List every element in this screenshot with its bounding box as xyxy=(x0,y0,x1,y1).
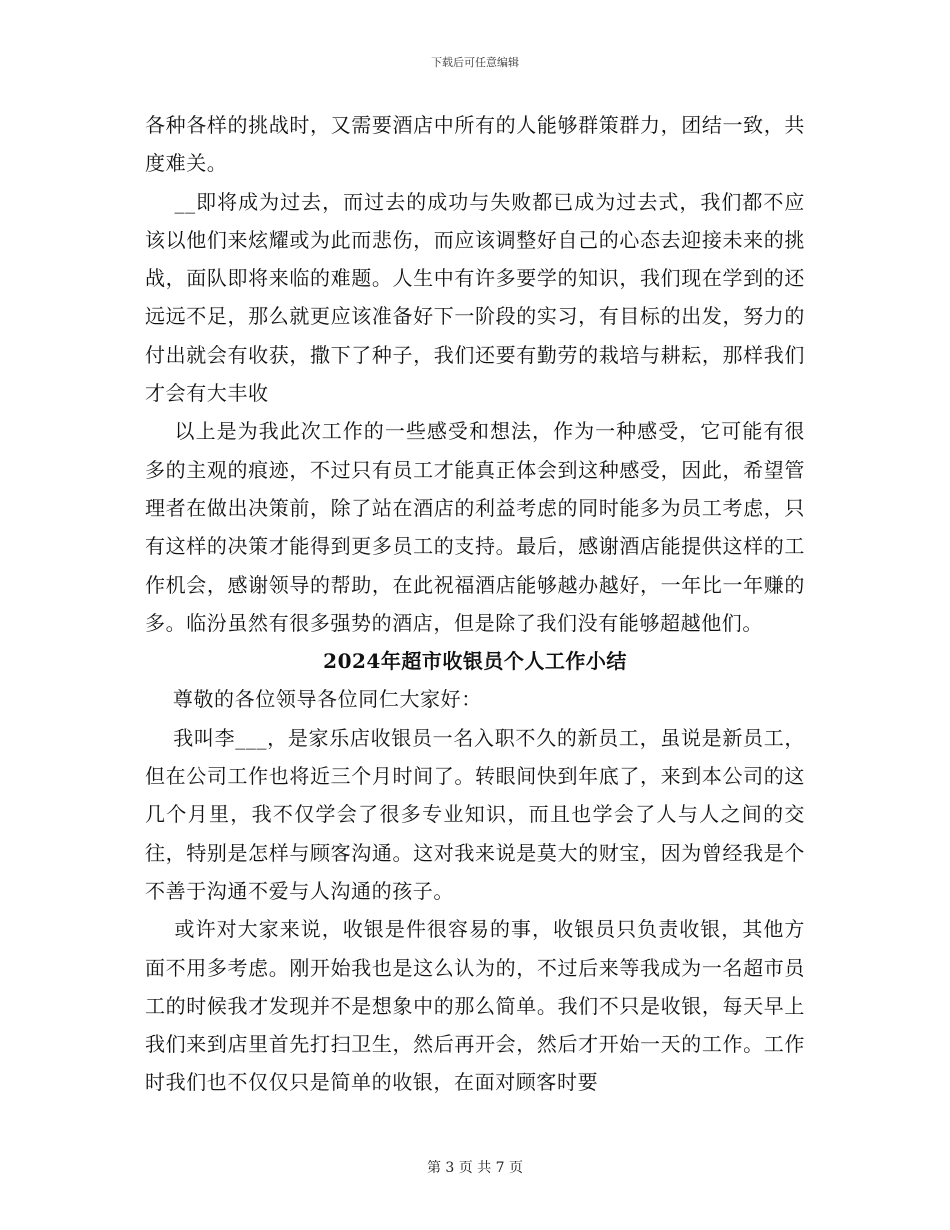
page-number: 第 3 页 共 7 页 xyxy=(426,1160,524,1176)
document-body xyxy=(145,106,805,1102)
paragraph: 以上是为我此次工作的一些感受和想法，作为一种感受，它可能有很多的主观的痕迹，不过只有员工才能真正体会到这种感受，因此，希望管理者在做出决策前，除了站在酒店的利益考虑的同时能多为员工考虑，只有这样的决策才能得到更多员工的支持。最后，感谢酒店能提供这样的工作机会，感谢领导的帮助，在此祝福酒店能够越办越好，一年比一年赚的多。临汾虽然有很多强势的酒店，但是除了我们没有能够超越他们。 xyxy=(145,419,805,635)
header-note: 下载后可任意编辑 xyxy=(431,56,519,69)
section-title: 2024年超市收银员个人工作小结 xyxy=(323,649,627,674)
paragraph: 我叫李___，是家乐店收银员一名入职不久的新员工，虽说是新员工，但在公司工作也将近三个月时间了。转眼间快到年底了，来到本公司的这几个月里，我不仅学会了很多专业知识，而且也学会了人与人之间的交往，特别是怎样与顾客沟通。这对我来说是莫大的财宝，因为曾经我是个不善于沟通不爱与人沟通的孩子。 xyxy=(145,725,805,903)
paragraph: 各种各样的挑战时，又需要酒店中所有的人能够群策群力，团结一致，共度难关。 xyxy=(145,113,805,176)
paragraph: 尊敬的各位领导各位同仁大家好： xyxy=(145,687,482,712)
paragraph: 或许对大家来说，收银是件很容易的事，收银员只负责收银，其他方面不用多考虑。刚开始我也是这么认为的，不过后来等我成为一名超市员工的时候我才发现并不是想象中的那么简单。我们不只是收银，每天早上我们来到店里首先打扫卫生，然后再开会，然后才开始一天的工作。工作时我们也不仅仅只是简单的收银，在面对顾客时要 xyxy=(145,917,805,1095)
paragraph: __即将成为过去，而过去的成功与失败都已成为过去式，我们都不应该以他们来炫耀或为此而悲伤，而应该调整好自己的心态去迎接未来的挑战，面队即将来临的难题。人生中有许多要学的知识，我们现在学到的还远远不足，那么就更应该准备好下一阶段的实习，有目标的出发，努力的付出就会有收获，撒下了种子，我们还要有勤劳的栽培与耕耘，那样我们才会有大丰收 xyxy=(145,189,805,406)
